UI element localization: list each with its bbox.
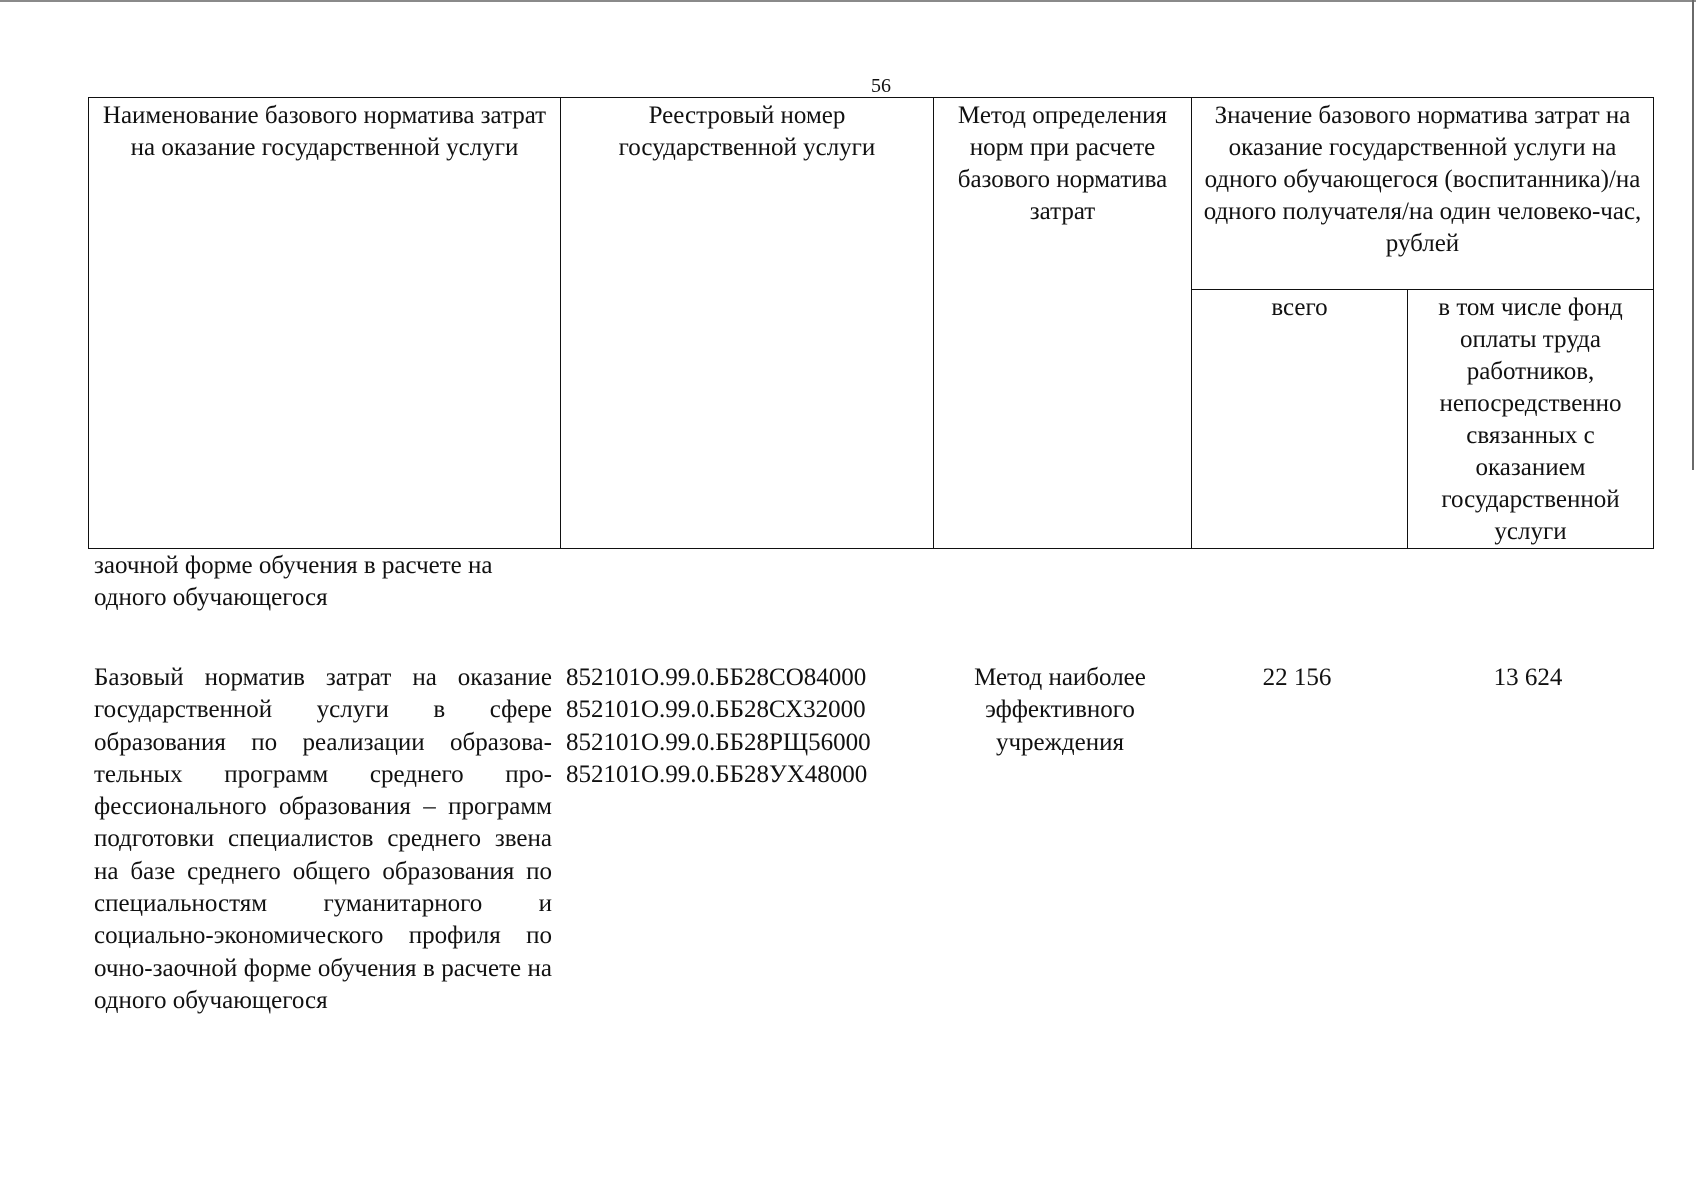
table-header <box>88 97 1654 549</box>
page-top-edge <box>0 0 1696 2</box>
header-registry-number: Реестровый номер государственной услуги <box>561 98 934 549</box>
registry-number: 852101О.99.0.ББ28РЩ56000 <box>566 728 871 756</box>
header-method: Метод определения норм при расчете базового норматива затрат <box>934 98 1192 549</box>
page-number: 56 <box>871 75 891 97</box>
header-value-wage-fund: в том числе фонд оплаты труда работников, непосредственно связанных с оказанием государственной услуги <box>1408 290 1654 549</box>
row-1-wage-fund: 13 624 <box>1493 664 1563 691</box>
registry-number: 852101О.99.0.ББ28СО84000 <box>566 664 867 691</box>
header-value: Значение базового норматива затрат на оказание государственной услуги на одного обучающегося (воспитанника)/на одного получателя/на один человеко-час, рублей <box>1192 98 1654 290</box>
row-1-total: 22 156 <box>1262 664 1332 691</box>
row-1-registry-numbers <box>566 662 926 791</box>
header-name: Наименование базового норматива затрат на оказание государственной услуги <box>89 98 561 549</box>
row-1-method: Метод наиболее эффективного учреждения <box>974 664 1146 756</box>
row-1-name: Базовый норматив затрат на оказание государственной услуги в сфере образования по реализации образовательных программ среднего профессионального образования – программ подготовки специалистов среднего звена на базе среднего общего образования по специальностям гуманитарного и социально-экономического профиля по очно-заочной форме обучения в расчете на одного обучающегося <box>94 664 552 1014</box>
header-value-total: всего <box>1192 290 1408 549</box>
registry-number: 852101О.99.0.ББ28УХ48000 <box>566 760 868 788</box>
continuation-text: заочной форме обучения в расчете на одного обучающегося <box>94 552 493 612</box>
registry-number: 852101О.99.0.ББ28СХ32000 <box>566 696 866 724</box>
page-right-edge <box>1692 0 1694 470</box>
